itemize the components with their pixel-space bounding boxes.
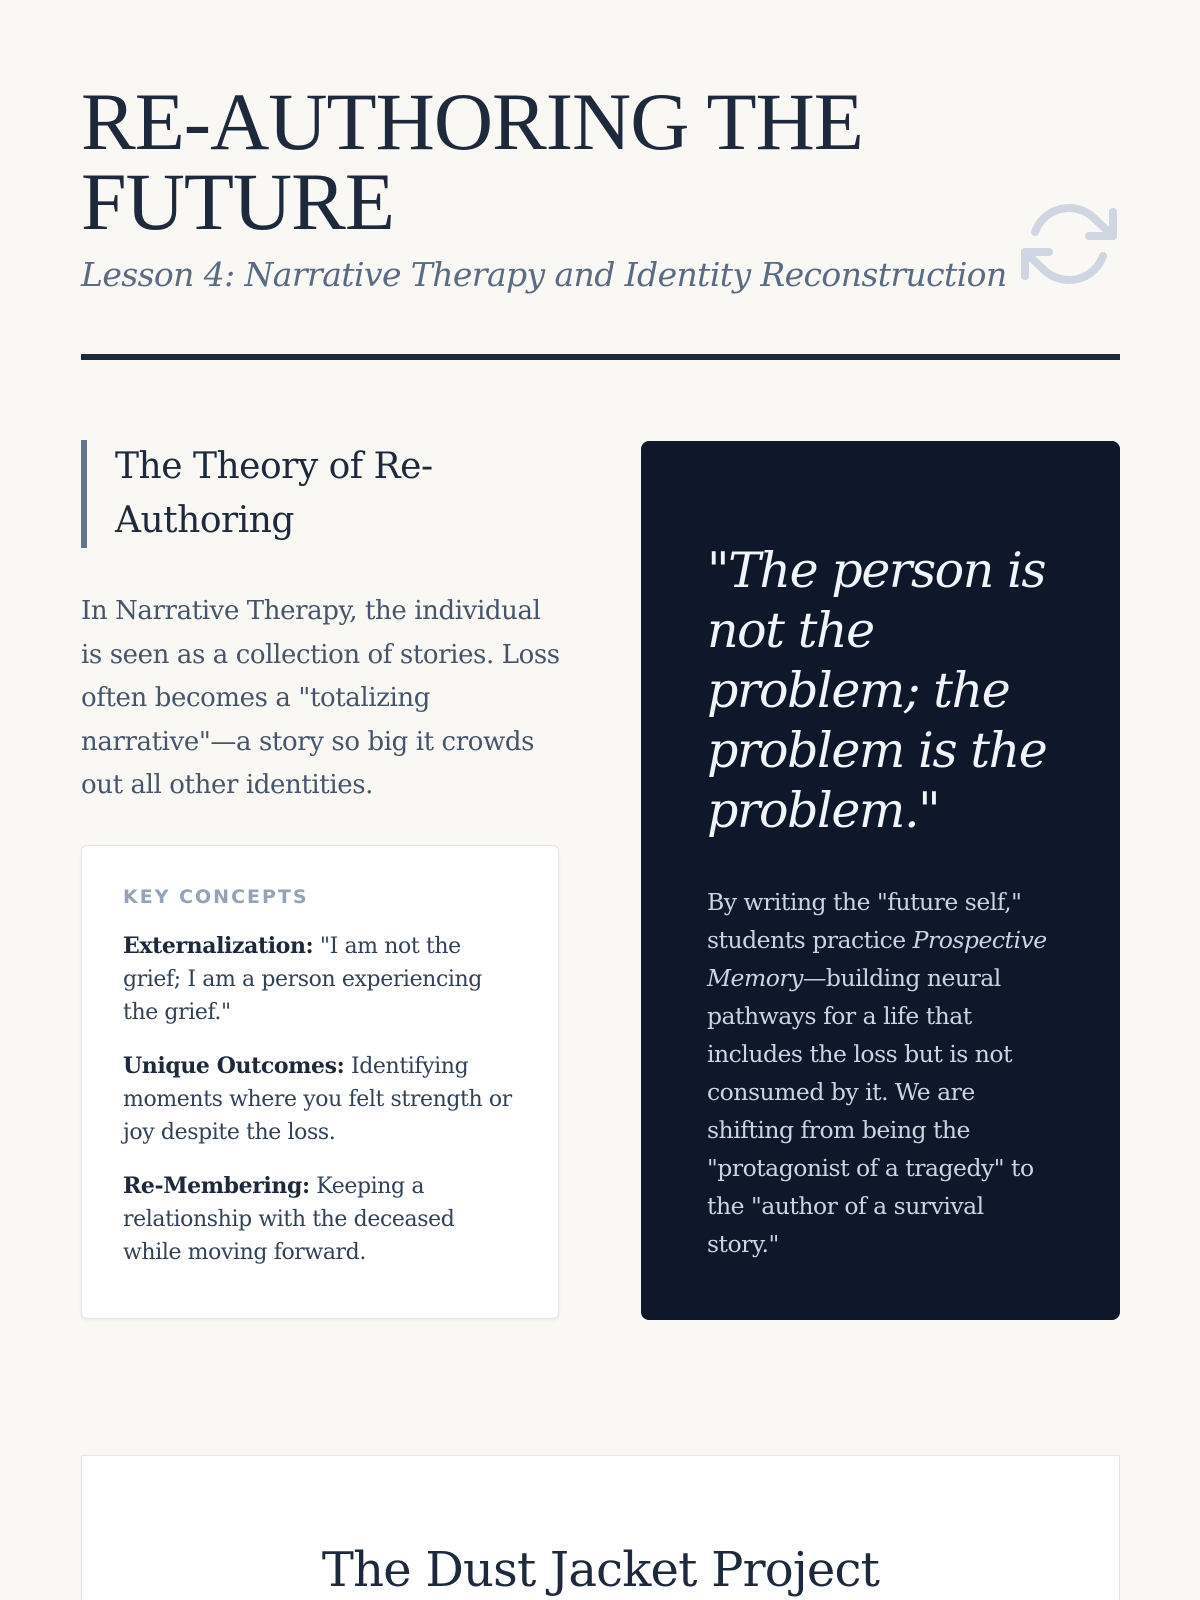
page-title: RE-AUTHORING THE FUTURE (81, 76, 863, 247)
lesson-page (81, 0, 1120, 1598)
refresh-icon (1021, 196, 1117, 292)
concept-term: Re-Membering: (123, 1173, 310, 1199)
quote-body-intro: By writing the "future self," students practice (707, 888, 1022, 954)
concept-item-externalization (123, 930, 518, 1029)
quote-body-emphasis: Prospective Memory (707, 926, 1047, 992)
theory-section (81, 440, 561, 808)
pull-quote: "The person is not the problem; the problem is the problem." (707, 542, 1047, 839)
dust-jacket-title: The Dust Jacket Project (321, 1542, 880, 1598)
theory-heading: The Theory of Re-Authoring (81, 440, 561, 548)
concept-item-re-membering (123, 1170, 518, 1269)
concept-text: Identifying moments where you felt strength or joy despite the loss. (123, 1054, 512, 1145)
theory-paragraph: In Narrative Therapy, the individual is seen as a collection of stories. Loss often becomes a "totalizing narrative"—a story so big it crowds out all other identities. (81, 596, 560, 800)
concept-term: Externalization: (123, 933, 314, 959)
quote-panel-paragraph (707, 883, 1060, 1263)
key-concepts-title: KEY CONCEPTS (123, 886, 309, 908)
key-concepts-card (81, 845, 559, 1319)
dust-jacket-project-section (81, 1455, 1120, 1600)
quote-body-rest: —building neural pathways for a life that includes the loss but is not consumed by it. We are shifting from being the "protagonist of a tragedy" to the "author of a survival story." (707, 964, 1034, 1258)
lesson-subtitle: Lesson 4: Narrative Therapy and Identity Reconstruction (81, 255, 1007, 294)
lesson-header (81, 0, 1120, 362)
concept-item-unique-outcomes (123, 1050, 518, 1149)
quote-panel (641, 441, 1120, 1320)
header-divider (81, 354, 1120, 360)
concept-text: "I am not the grief; I am a person experiencing the grief." (123, 934, 482, 1025)
concept-term: Unique Outcomes: (123, 1053, 345, 1079)
concept-text: Keeping a relationship with the deceased while moving forward. (123, 1174, 455, 1265)
